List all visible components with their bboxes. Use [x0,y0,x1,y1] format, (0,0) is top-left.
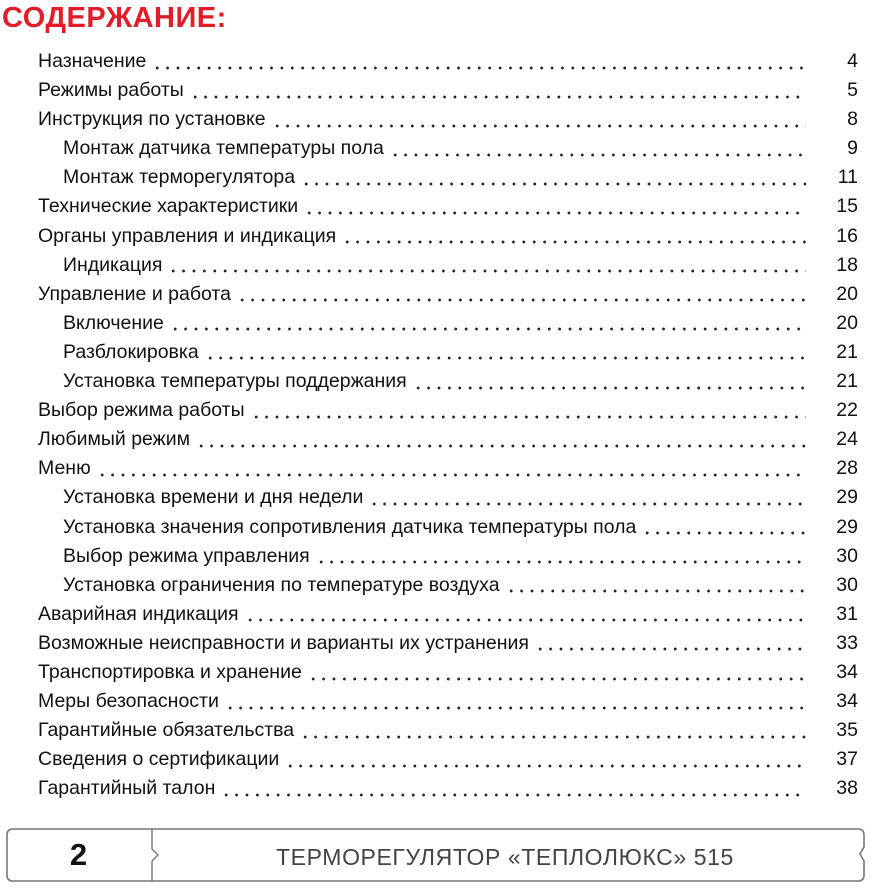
dot-leader [97,473,806,477]
dot-leader [168,269,806,273]
toc-entry-page: 9 [847,137,858,160]
dot-leader [304,211,806,215]
dot-leader [390,153,806,157]
page-footer [5,827,866,883]
toc-entry-label: Включение [63,311,164,334]
dot-leader [369,502,806,506]
toc-subentry[interactable] [38,338,858,367]
toc-entry-label: Сведения о сертификации [38,748,280,771]
toc-entry-page: 34 [836,660,858,683]
toc-entry-page: 31 [836,602,858,625]
toc-entry-label: Транспортировка и хранение [38,660,302,683]
toc-subentry[interactable] [38,134,858,163]
toc-entry[interactable] [38,425,858,454]
toc-subentry[interactable] [38,483,858,512]
toc-entry-page: 24 [836,428,858,451]
toc-entry-page: 20 [836,311,858,334]
table-of-contents [38,47,858,803]
dot-leader [642,531,806,535]
dot-leader [272,124,806,128]
toc-entry-label: Меры безопасности [38,690,219,713]
toc-entry-page: 38 [836,777,858,800]
toc-entry[interactable] [38,192,858,221]
toc-subentry[interactable] [38,309,858,338]
toc-entry-label: Установка температуры поддержания [63,370,407,393]
toc-entry-label: Гарантийные обязательства [38,719,295,742]
toc-entry-page: 33 [836,631,858,654]
toc-entry-page: 4 [847,50,858,72]
toc-entry[interactable] [38,280,858,309]
toc-entry[interactable] [38,76,858,105]
dot-leader [535,647,806,651]
toc-entry-page: 30 [836,573,858,596]
toc-entry-label: Выбор режима работы [38,399,245,422]
document-title: ТЕРМОРЕГУЛЯТОР «ТЕПЛОЛЮКС» 515 [276,844,734,870]
toc-entry-label: Инструкция по установке [38,108,266,131]
toc-entry-label: Установка ограничения по температуре воздуха [63,573,500,596]
toc-entry-label: Меню [38,457,91,480]
toc-entry[interactable] [38,716,858,745]
toc-entry-page: 22 [836,399,858,422]
toc-entry[interactable] [38,454,858,483]
toc-subentry[interactable] [38,571,858,600]
toc-entry-label: Разблокировка [63,340,199,363]
toc-entry-label: Управление и работа [38,282,231,305]
toc-entry[interactable] [38,629,858,658]
dot-leader [316,560,806,564]
toc-entry[interactable] [38,222,858,251]
toc-entry-page: 11 [837,166,858,189]
toc-entry-label: Установка значения сопротивления датчика температуры пола [63,515,637,538]
toc-subentry[interactable] [38,251,858,280]
toc-entry[interactable] [38,687,858,716]
toc-entry-label: Гарантийный талон [38,777,216,800]
dot-leader [225,706,806,710]
toc-entry[interactable] [38,47,858,76]
dot-leader [196,444,806,448]
toc-heading: СОДЕРЖАНИЕ: [2,2,227,34]
toc-entry-page: 21 [836,340,858,363]
toc-entry-page: 28 [836,457,858,480]
dot-leader [300,735,806,739]
toc-entry-label: Аварийная индикация [38,602,239,625]
dot-leader [413,386,806,390]
toc-entry-page: 30 [836,544,858,567]
toc-entry-page: 29 [836,486,858,509]
toc-entry[interactable] [38,774,858,803]
toc-entry[interactable] [38,745,858,774]
toc-entry-page: 34 [836,690,858,713]
dot-leader [506,589,806,593]
dot-leader [237,298,806,302]
toc-entry-label: Выбор режима управления [63,544,310,567]
toc-entry-label: Назначение [38,50,147,72]
toc-subentry[interactable] [38,542,858,571]
dot-leader [205,356,806,360]
toc-entry-label: Монтаж терморегулятора [63,166,296,189]
toc-entry-label: Монтаж датчика температуры пола [63,137,384,160]
dot-leader [301,182,806,186]
toc-entry-page: 18 [836,253,858,276]
dot-leader [308,677,806,681]
dot-leader [251,415,806,419]
toc-entry-label: Технические характеристики [38,195,299,218]
dot-leader [342,240,806,244]
dot-leader [245,618,806,622]
toc-entry-label: Органы управления и индикация [38,224,337,247]
dot-leader [170,327,806,331]
toc-entry-page: 37 [836,748,858,771]
toc-entry-page: 29 [836,515,858,538]
toc-entry-label: Возможные неисправности и варианты их устранения [38,631,529,654]
toc-entry-label: Режимы работы [38,79,184,102]
toc-subentry[interactable] [38,367,858,396]
toc-entry-page: 5 [847,79,858,102]
toc-entry-page: 21 [836,370,858,393]
toc-entry-page: 16 [836,224,858,247]
toc-entry[interactable] [38,658,858,687]
toc-entry-label: Установка времени и дня недели [63,486,364,509]
toc-entry[interactable] [38,600,858,629]
toc-subentry[interactable] [38,513,858,542]
dot-leader [285,764,806,768]
dot-leader [152,66,806,70]
toc-entry[interactable] [38,396,858,425]
toc-entry-page: 8 [847,108,858,131]
dot-leader [190,95,806,99]
toc-entry-page: 20 [836,282,858,305]
toc-entry-label: Индикация [63,253,163,276]
toc-entry-page: 35 [836,719,858,742]
dot-leader [221,793,806,797]
toc-entry[interactable] [38,105,858,134]
toc-subentry[interactable] [38,163,858,192]
toc-entry-page: 15 [836,195,858,218]
toc-entry-label: Любимый режим [38,428,191,451]
page-number: 2 [69,837,88,872]
